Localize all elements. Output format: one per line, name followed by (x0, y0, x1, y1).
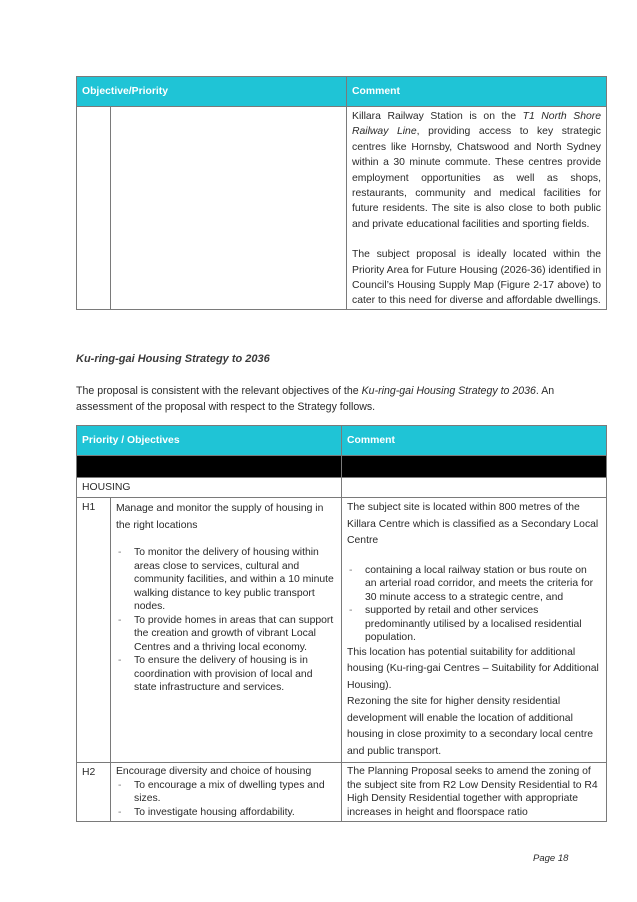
objective-bullet: - To ensure the delivery of housing is in coordination with provision of local and state infrastructure and services. (116, 654, 336, 695)
comment-cell: The Planning Proposal seeks to amend the zoning of the subject site from R2 Low Density Residential to R4 High Density Residential together with appropriate increases in height and floorspace ratio (342, 763, 607, 822)
objective-title: Encourage diversity and choice of housing (116, 766, 312, 777)
intro-text: . An assessment of the proposal with respect to the Strategy follows. (76, 385, 555, 413)
comment-cell (342, 498, 607, 763)
black-divider-row (77, 456, 607, 478)
comment-bullet: - containing a local railway station or bus route on an arterial road corridor, and meets the criteria for 30 minute access to a strategic centre, and (347, 564, 601, 605)
header-priority-objectives: Priority / Objectives (77, 426, 342, 456)
strategy-name: Ku-ring-gai Housing Strategy to 2036 (361, 385, 536, 397)
objective-cell (111, 498, 342, 763)
header-comment: Comment (347, 77, 607, 107)
objective-cell (111, 763, 342, 822)
header-objective-priority: Objective/Priority (77, 77, 347, 107)
section-intro (76, 383, 596, 415)
page-number: Page 18 (533, 853, 569, 864)
group-label: HOUSING (77, 478, 342, 498)
group-row (77, 478, 607, 498)
comment-text: Killara Railway Station is on the (352, 111, 523, 122)
rail-line-name: T1 North Shore Railway Line (352, 111, 602, 138)
objective-title: Manage and monitor the supply of housing in the right locations (116, 503, 324, 531)
section-heading: Ku-ring-gai Housing Strategy to 2036 (76, 353, 270, 365)
table-row (77, 763, 607, 822)
table-row (77, 107, 607, 310)
table-row (77, 498, 607, 763)
objective-bullet: - To provide homes in areas that can support the creation and growth of vibrant Local Centres and a thriving local economy. (116, 614, 336, 655)
housing-strategy-table (76, 425, 607, 822)
comment-text: , providing access to key strategic centres like Hornsby, Chatswood and North Sydney within a 30 minute commute. These centres provide employment opportunities as well as shops, restaurants, community and medical facilities for future residents. The site is also close to both public and private educational facilities and sporting fields. (352, 126, 602, 230)
comment-bullet: - supported by retail and other services predominantly utilised by a localised residential population. (347, 604, 601, 645)
priority-id: H1 (77, 498, 111, 763)
priority-id: H2 (77, 763, 111, 822)
objectives-table-continued (76, 76, 607, 310)
comment-text: The subject proposal is ideally located within the Priority Area for Future Housing (2026-36) identified in Council’s Housing Supply Map (Figure 2-17 above) to cater to this need for diverse and affordable dwellings. (352, 249, 602, 307)
comment-text: Rezoning the site for higher density residential development will enable the location of additional housing in close proximity to a secondary local centre and public transport. (347, 696, 594, 757)
intro-text: The proposal is consistent with the relevant objectives of the (76, 385, 362, 397)
objective-cell (111, 107, 347, 310)
header-comment: Comment (342, 426, 607, 456)
id-cell (77, 107, 111, 310)
comment-text: The subject site is located within 800 metres of the Killara Centre which is classified as a Secondary Local Centre (347, 502, 599, 546)
objective-bullet: - To encourage a mix of dwelling types and sizes. (116, 779, 336, 806)
comment-text: This location has potential suitability for additional housing (Ku-ring-gai Centres – Suitability for Additional Housing). (347, 646, 599, 691)
comment-cell (347, 107, 607, 310)
objective-bullet: - To investigate housing affordability. (116, 806, 336, 820)
objective-bullet: - To monitor the delivery of housing within areas close to services, cultural and community facilities, and within a 10 minute walking distance to key public transport nodes. (116, 546, 336, 614)
